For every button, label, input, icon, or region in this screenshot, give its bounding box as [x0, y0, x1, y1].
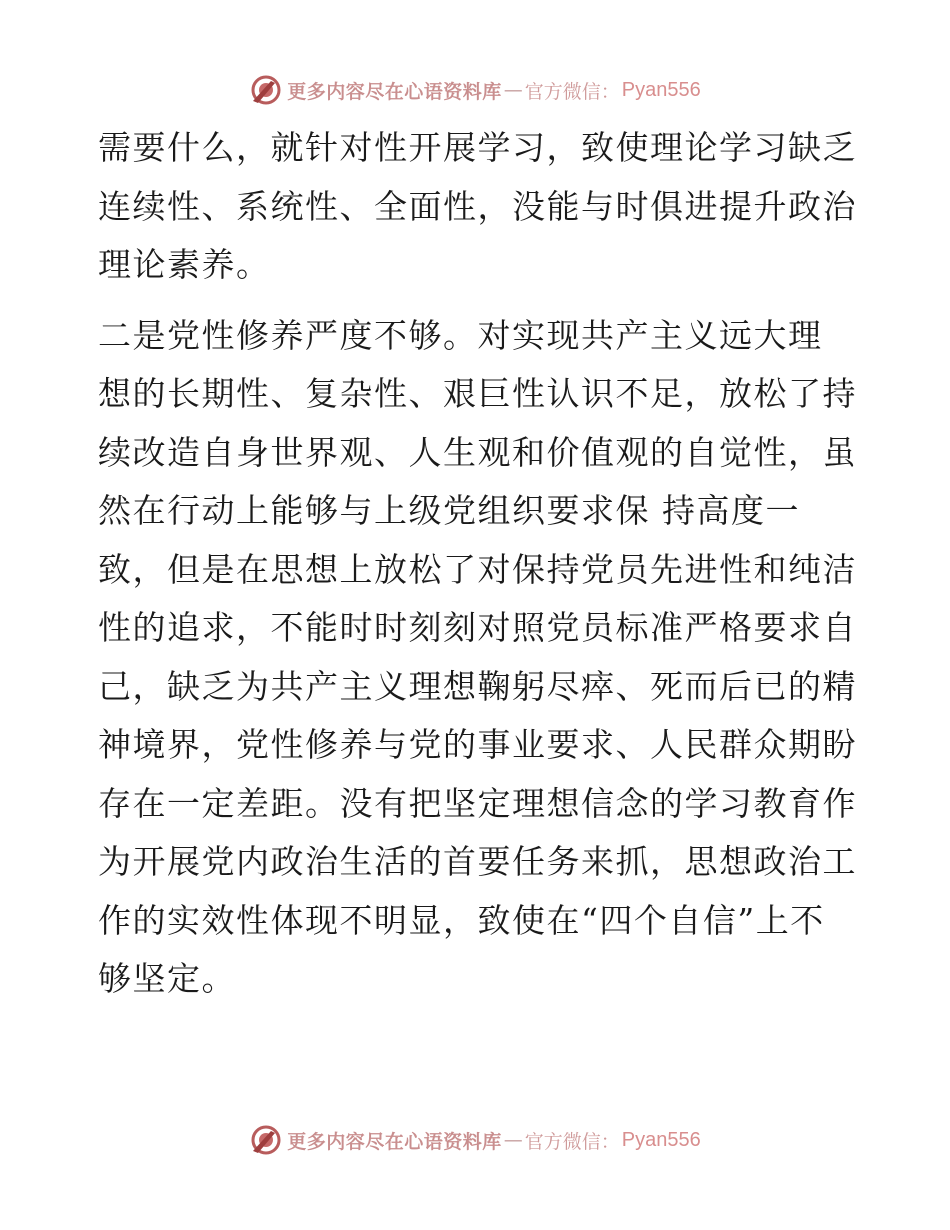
text-line: 二是党性修养严度不够。对实现共产主义远大理 — [98, 315, 823, 355]
header-watermark — [0, 70, 950, 110]
text-line: 需要什么，就针对性开展学习，致使理论学习缺乏 — [98, 128, 857, 167]
seal-logo-icon — [249, 1123, 283, 1157]
text-line: 想的长期性、复杂性、艰巨性认识不足，放松了持 — [98, 374, 857, 413]
text-line: 致，但是在思想上放松了对保持党员先进性和纯洁 — [98, 549, 857, 589]
footer-watermark — [0, 1120, 950, 1160]
seal-logo-icon — [249, 73, 283, 107]
watermark-separator: — — [503, 1129, 523, 1151]
text-line: 性的追求，不能时时刻刻对照党员标准严格要求自 — [98, 608, 857, 647]
text-line: 存在一定差距。没有把坚定理想信念的学习教育作 — [98, 783, 857, 823]
text-line: 理论素养。 — [98, 245, 271, 284]
text-line: 然在行动上能够与上级党组织要求保 持高度一 — [98, 491, 800, 530]
text-line: 够坚定。 — [98, 959, 236, 998]
text-line: 己，缺乏为共产主义理想鞠躬尽瘁、死而后已的精 — [98, 666, 857, 706]
watermark-wechat-id: Pyan556 — [621, 1128, 701, 1151]
text-line: 续改造自身世界观、人生观和价值观的自觉性，虽 — [98, 432, 857, 472]
watermark-label: 官方微信： — [524, 80, 620, 103]
watermark-text: 更多内容尽在心语资料库 — [287, 80, 502, 103]
text-line: 作的实效性体现不明显，致使在“四个自信”上不 — [98, 900, 825, 940]
paragraph-gap — [98, 295, 858, 307]
watermark-separator: — — [503, 79, 523, 101]
text-line: 连续性、系统性、全面性，没能与时俱进提升政治 — [98, 186, 857, 226]
text-line: 神境界，党性修养与党的事业要求、人民群众期盼 — [98, 725, 857, 764]
text-line: 为开展党内政治生活的首要任务来抓，思想政治工 — [98, 842, 857, 881]
watermark-label: 官方微信： — [524, 1130, 620, 1153]
paragraph — [98, 119, 858, 295]
watermark-wechat-id: Pyan556 — [621, 78, 701, 101]
paragraph — [98, 307, 858, 1009]
document-body — [98, 119, 858, 1009]
watermark-text: 更多内容尽在心语资料库 — [287, 1130, 502, 1153]
